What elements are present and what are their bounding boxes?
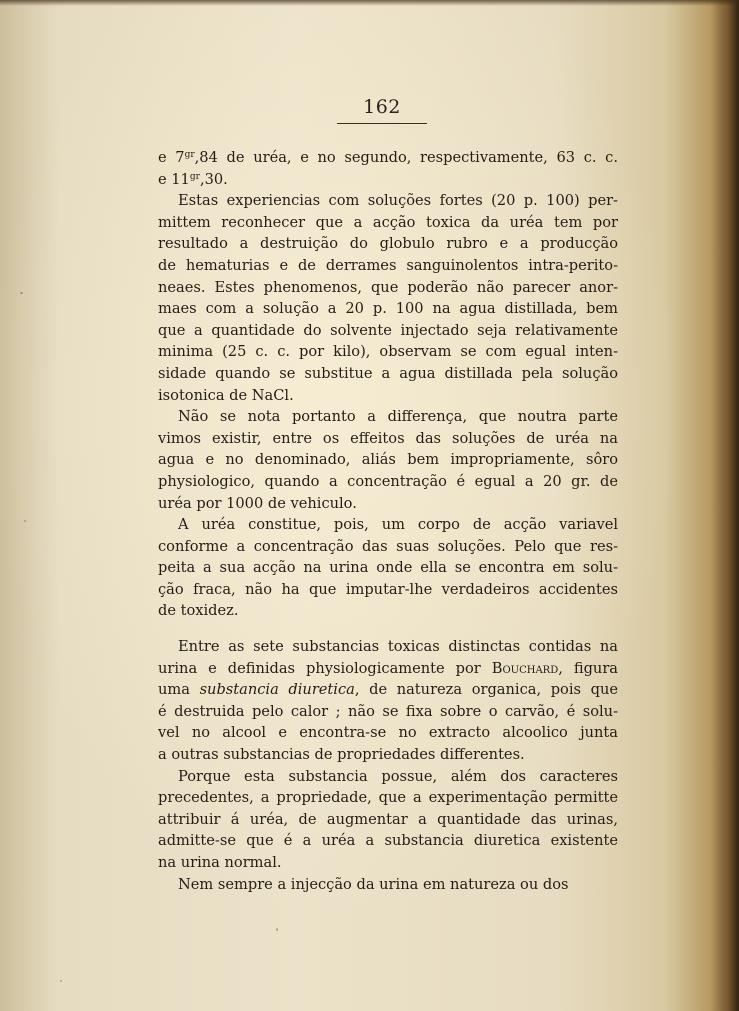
text-line xyxy=(158,255,618,277)
paragraph xyxy=(158,636,618,766)
text-line xyxy=(158,514,618,536)
text-run: A uréa constitue, pois, um corpo de acção variavel xyxy=(178,516,618,534)
text-run: conforme a concentração das suas soluções. Pelo que res- xyxy=(158,537,618,555)
header-rule xyxy=(337,123,427,124)
text-run: Entre as sete substancias toxicas distinctas contidas na xyxy=(178,638,618,656)
text-line xyxy=(158,212,618,234)
paper-speck xyxy=(276,928,278,931)
text-run: ,84 de uréa, e no segundo, respectivamente, 63 c. c. xyxy=(194,149,618,166)
text-run: agua e no denominado, aliás bem impropriamente, sôro xyxy=(158,451,618,469)
emphasis-text: substancia diuretica xyxy=(199,681,355,699)
text-line xyxy=(158,636,618,658)
paragraph xyxy=(158,766,618,874)
text-run: Nem sempre a injecção da urina em natureza ou dos xyxy=(178,875,569,893)
text-run: na urina normal. xyxy=(158,854,282,871)
text-line xyxy=(158,363,618,385)
text-line xyxy=(158,428,618,450)
text-line xyxy=(158,874,618,896)
paragraph xyxy=(158,874,618,896)
text-run: maes com a solução a 20 p. 100 na agua distillada, bem xyxy=(158,300,618,318)
text-line xyxy=(158,320,618,342)
text-run: uréa por 1000 de vehiculo. xyxy=(158,494,357,512)
text-run: vimos existir, entre os effeitos das soluções de uréa na xyxy=(158,429,618,447)
text-run: Não se nota portanto a differença, que noutra parte xyxy=(178,408,618,426)
text-run: ção fraca, não ha que imputar-lhe verdadeiros accidentes xyxy=(158,580,618,598)
paper-speck xyxy=(60,980,62,982)
text-run: sidade quando se substitue a agua distillada pela solução xyxy=(158,364,618,382)
text-run: minima (25 c. c. por kilo), observam se com egual inten- xyxy=(158,343,618,361)
text-line xyxy=(158,385,618,407)
text-run: vel no alcool e encontra-se no extracto alcoolico junta xyxy=(158,724,618,742)
text-run: Porque esta substancia possue, além dos caracteres xyxy=(178,767,618,785)
unit-superscript: gr xyxy=(189,171,200,182)
paragraph-gap xyxy=(158,622,618,636)
text-line xyxy=(158,766,618,788)
text-line xyxy=(158,809,618,831)
text-line xyxy=(158,298,618,320)
text-run: a outras substancias de propriedades differentes. xyxy=(158,746,525,764)
paragraph xyxy=(158,190,618,406)
text-line xyxy=(158,169,618,191)
text-line xyxy=(158,830,618,852)
text-run: attribuir á uréa, de augmentar a quantidade das urinas, xyxy=(158,810,618,828)
text-line xyxy=(158,722,618,744)
text-line xyxy=(158,658,618,680)
text-line xyxy=(158,493,618,515)
text-run: mittem reconhecer que a acção toxica da uréa tem por xyxy=(158,213,618,231)
text-line xyxy=(158,449,618,471)
text-line xyxy=(158,579,618,601)
text-line xyxy=(158,787,618,809)
page-number: 162 xyxy=(363,96,401,118)
text-run: urina e definidas physiologicamente por xyxy=(158,659,492,677)
text-run: precedentes, a propriedade, que a experimentação permitte xyxy=(158,789,618,807)
author-name: Bouchard xyxy=(491,659,559,677)
text-line xyxy=(158,600,618,622)
text-run: physiologico, quando a concentração é egual a 20 gr. de xyxy=(158,472,618,490)
text-run: de toxidez. xyxy=(158,602,239,620)
text-run: peita a sua acção na urina onde ella se encontra em solu- xyxy=(158,559,618,577)
text-line xyxy=(158,277,618,299)
text-run: e 11 xyxy=(158,170,190,188)
paragraph xyxy=(158,514,618,622)
text-run: é destruida pelo calor ; não se fixa sobre o carvão, é solu- xyxy=(158,702,618,720)
body-text xyxy=(158,147,618,895)
text-line xyxy=(158,852,618,874)
text-run: admitte-se que é a uréa a substancia diuretica existente xyxy=(158,832,618,850)
text-run: isotonica de NaCl. xyxy=(158,386,294,404)
paper-speck xyxy=(24,520,26,522)
text-line xyxy=(158,147,618,169)
text-line xyxy=(158,471,618,493)
text-line xyxy=(158,341,618,363)
text-run: uma xyxy=(158,681,200,699)
paper-speck xyxy=(20,292,23,294)
text-line xyxy=(158,536,618,558)
text-run: Estas experiencias com soluções fortes (20 p. 100) per- xyxy=(178,192,618,210)
text-run: , de natureza organica, pois que xyxy=(354,681,618,699)
text-run: e 7 xyxy=(158,149,185,166)
text-line xyxy=(158,744,618,766)
text-line xyxy=(158,679,618,701)
paragraph xyxy=(158,147,618,190)
paragraph xyxy=(158,406,618,514)
unit-superscript: gr xyxy=(184,150,195,160)
text-run: neaes. Estes phenomenos, que poderão não parecer anor- xyxy=(158,278,618,296)
text-line xyxy=(158,557,618,579)
text-line xyxy=(158,701,618,723)
text-line xyxy=(158,233,618,255)
text-run: , figura xyxy=(558,659,619,677)
text-line xyxy=(158,406,618,428)
text-run: ,30. xyxy=(199,170,228,188)
text-run: de hematurias e de derrames sanguinolentos intra-perito- xyxy=(158,256,618,274)
text-run: que a quantidade do solvente injectado seja relativamente xyxy=(158,321,618,339)
text-run: resultado a destruição do globulo rubro e a producção xyxy=(158,235,618,253)
text-line xyxy=(158,190,618,212)
